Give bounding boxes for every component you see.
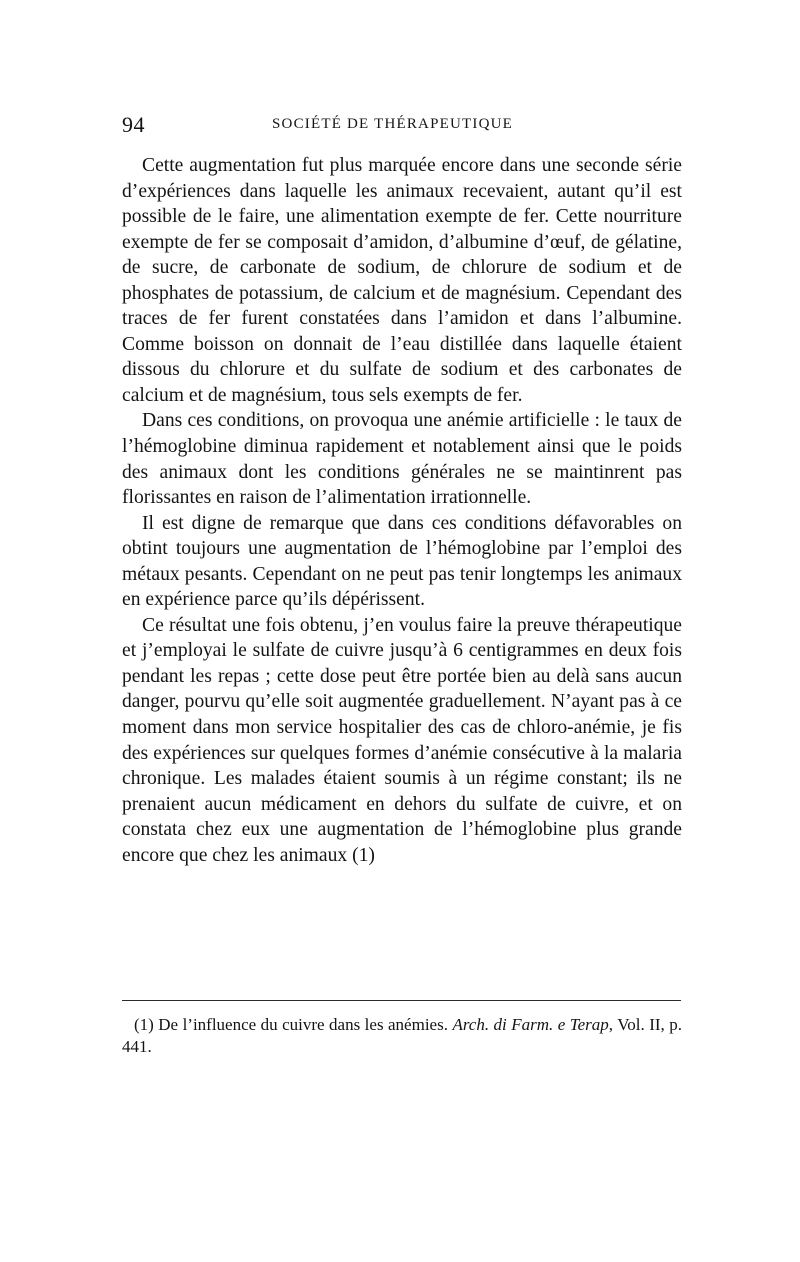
body-text — [122, 153, 682, 868]
footnote-journal: Arch. di Farm. e Terap — [452, 1015, 609, 1034]
paragraph: Il est digne de remarque que dans ces conditions défavorables on obtint toujours une augmentation de l’hémoglobine par l’emploi des métaux pesants. Cependant on ne peut pas tenir longtemps les animaux en expérience parce qu’ils dépérissent. — [122, 512, 682, 611]
paragraph: Ce résultat une fois obtenu, j’en voulus faire la preuve thérapeutique et j’employai le sulfate de cuivre jusqu’à 6 centigrammes en deux fois pendant les repas ; cette dose peut être portée bien au delà sans aucun danger, pourvu qu’elle soit augmentée graduellement. N’ayant pas à ce moment dans mon service hospitalier des cas de chloro-anémie, je fis des expériences sur quelques formes d’anémie consécutive à la malaria chronique. Les malades étaient soumis à un régime constant; ils ne prenaient aucun médicament en dehors du sulfate de cuivre, et on constata chez eux une augmentation de l’hémoglobine plus grande encore que chez les animaux (1) — [122, 614, 682, 866]
footnote-text: (1) De l’influence du cuivre dans les anémies. — [134, 1015, 448, 1034]
paragraph: Dans ces conditions, on provoqua une anémie artificielle : le taux de l’hémoglobine diminua rapidement et notablement ainsi que le poids des animaux dont les conditions générales ne se maintinrent pas florissantes en raison de l’alimentation irrationnelle. — [122, 410, 682, 509]
footnote — [122, 1014, 682, 1058]
footnote-reference: , Vol. II, p. 441. — [122, 1015, 683, 1056]
footnote-divider — [122, 1000, 681, 1001]
page-header — [122, 112, 682, 142]
running-title: SOCIÉTÉ DE THÉRAPEUTIQUE — [272, 116, 514, 132]
paragraph: Cette augmentation fut plus marquée encore dans une seconde série d’expériences dans laquelle les animaux recevaient, autant qu’il est possible de le faire, une alimentation exempte de fer. Cette nourriture exempte de fer se composait d’amidon, d’albumine d’œuf, de gélatine, de sucre, de carbonate de sodium, de chlorure de sodium et de phosphates de potassium, de calcium et de magnésium. Cependant des traces de fer furent constatées dans l’amidon et dans l’albumine. Comme boisson on donnait de l’eau distillée dans laquelle étaient dissous du chlorure et du sulfate de sodium et des carbonates de calcium et de magnésium, tous sels exempts de fer. — [122, 155, 682, 406]
page-number: 94 — [122, 112, 145, 137]
